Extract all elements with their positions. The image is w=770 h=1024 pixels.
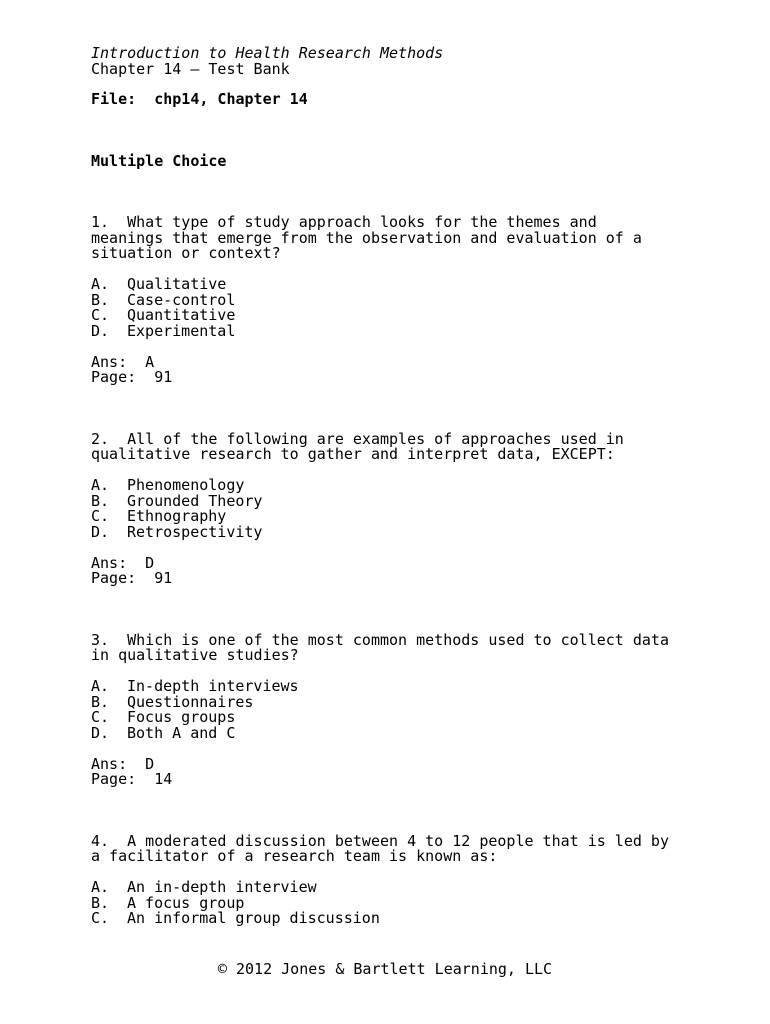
page-reference: Page: 91 [91,569,173,587]
option-text: Quantitative [127,306,236,324]
option-text: Qualitative [127,275,227,293]
option-letter: B. [91,692,110,711]
option-text: Grounded Theory [127,491,263,510]
option-text: Ethnography [127,507,227,525]
option-text: Both A and C [127,723,236,742]
option-letter: D. [91,522,110,541]
option-letter: B. [91,893,110,912]
option-letter: D. [91,321,110,340]
option-letter: A. [91,275,110,293]
question-text-line: situation or context? [91,244,281,262]
answer-key: Ans: D [91,553,155,572]
option-text: Phenomenology [127,476,245,494]
answer-option [91,723,731,742]
option-text: Focus groups [127,708,236,726]
answer-option [91,911,731,927]
document-title: Introduction to Health Research Methods [91,44,444,62]
option-text: Questionnaires [127,692,254,711]
question-text-line: 3. Which is one of the most common methods used to collect data [91,630,669,649]
answer-key: Ans: A [91,352,155,371]
question-text-line: 2. All of the following are examples of approaches used in [91,429,624,448]
answer-option [91,522,731,541]
question-text-line: meanings that emerge from the observation and evaluation of a [91,228,642,247]
page-reference: Page: 91 [91,368,173,386]
section-title: Multiple Choice [91,151,227,170]
option-letter: D. [91,723,110,742]
option-letter: B. [91,491,110,510]
option-letter: C. [91,507,110,525]
option-text: Experimental [127,321,236,340]
option-letter: A. [91,878,110,896]
page-footer: © 2012 Jones & Bartlett Learning, LLC [217,960,553,978]
answer-key: Ans: D [91,754,155,773]
question-text-line: qualitative research to gather and interpret data, EXCEPT: [91,445,615,463]
option-letter: B. [91,290,110,309]
option-letter: A. [91,677,110,695]
page-reference: Page: 14 [91,770,173,788]
option-text: An informal group discussion [127,909,380,927]
option-text: Case-control [127,290,236,309]
option-letter: C. [91,306,110,324]
file-label: File: chp14, Chapter 14 [91,90,308,108]
option-letter: C. [91,708,110,726]
option-text: In-depth interviews [127,677,299,695]
question-4 [91,831,731,927]
question-text-line: in qualitative studies? [91,646,299,664]
question-text-line: a facilitator of a research team is known as: [91,847,498,865]
option-letter: C. [91,909,110,927]
question-3 [91,630,731,788]
option-text: An in-depth interview [127,878,317,896]
question-text-line: 4. A moderated discussion between 4 to 12 people that is led by [91,831,669,850]
question-2 [91,429,731,587]
question-1 [91,215,731,386]
document-subtitle: Chapter 14 – Test Bank [91,59,290,78]
option-letter: A. [91,476,110,494]
answer-option [91,321,731,340]
question-text-line: 1. What type of study approach looks for the themes and [91,213,597,231]
option-text: A focus group [127,893,245,912]
document-page [91,46,731,927]
option-text: Retrospectivity [127,522,263,541]
